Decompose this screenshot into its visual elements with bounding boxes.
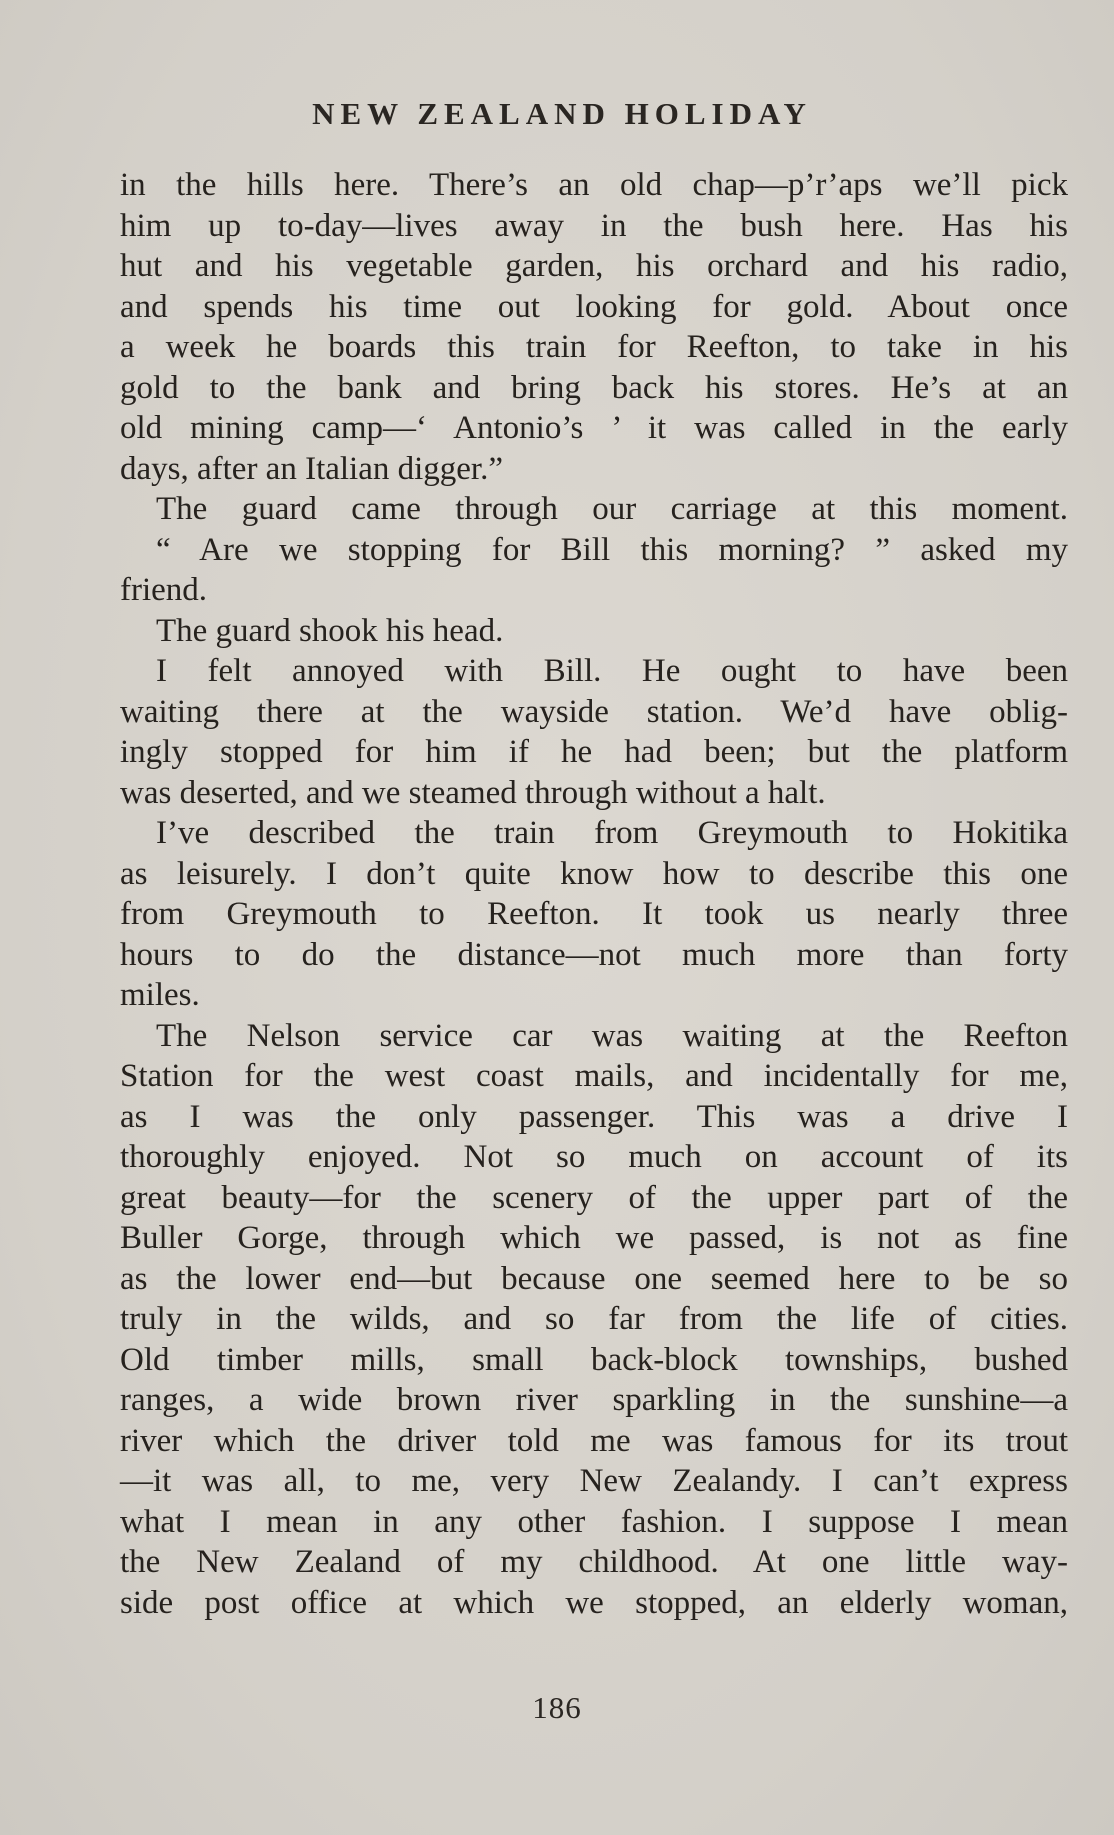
text-line: a week he boards this train for Reefton, to take in his	[120, 329, 1068, 365]
text-line: Station for the west coast mails, and incidentally for me,	[120, 1058, 1068, 1094]
text-line: Old timber mills, small back-block townships, bushed	[120, 1341, 1068, 1378]
text-line: gold to the bank and bring back his stores. He’s at an	[120, 369, 1068, 406]
text-line: I’ve described the train from Greymouth to Hokitika	[156, 815, 1068, 851]
text-line: side post office at which we stopped, an elderly woman,	[120, 1584, 1068, 1621]
text-line: as I was the only passenger. This was a drive I	[120, 1098, 1068, 1135]
text-line: the New Zealand of my childhood. At one little way-	[120, 1544, 1068, 1580]
text-line: ranges, a wide brown river sparkling in the sunshine—a	[120, 1382, 1068, 1418]
text-line: river which the driver told me was famous for its trout	[120, 1422, 1068, 1459]
text-line: hours to do the distance—not much more than forty	[120, 936, 1068, 973]
text-line: thoroughly enjoyed. Not so much on account of its	[120, 1139, 1068, 1175]
text-line: great beauty—for the scenery of the upper part of the	[120, 1179, 1068, 1216]
text-line: old mining camp—‘ Antonio’s ’ it was called in the early	[120, 410, 1068, 446]
text-line: truly in the wilds, and so far from the life of cities.	[120, 1301, 1068, 1337]
text-line: hut and his vegetable garden, his orchard and his radio,	[120, 248, 1068, 284]
text-line: —it was all, to me, very New Zealandy. I can’t express	[120, 1463, 1068, 1499]
text-line: The guard shook his head.	[156, 612, 504, 649]
text-line: was deserted, and we steamed through without a halt.	[120, 774, 826, 811]
text-line: The Nelson service car was waiting at the Reefton	[156, 1017, 1068, 1054]
text-line: friend.	[120, 572, 208, 608]
text-line: The guard came through our carriage at this moment.	[156, 491, 1068, 527]
text-line: in the hills here. There’s an old chap—p’r’aps we’ll pick	[120, 167, 1068, 203]
text-line: and spends his time out looking for gold. About once	[120, 288, 1068, 325]
text-line: as the lower end—but because one seemed here to be so	[120, 1260, 1068, 1297]
text-line: ingly stopped for him if he had been; but the platform	[120, 734, 1068, 770]
text-line: as leisurely. I don’t quite know how to describe this one	[120, 855, 1068, 892]
text-line: what I mean in any other fashion. I suppose I mean	[120, 1503, 1068, 1540]
page-number: 186	[532, 1690, 582, 1725]
text-line: days, after an Italian digger.”	[120, 450, 503, 487]
text-line: “ Are we stopping for Bill this morning? ” asked my	[156, 531, 1068, 568]
text-line: I felt annoyed with Bill. He ought to have been	[156, 653, 1068, 689]
text-line: miles.	[120, 977, 200, 1013]
text-line: waiting there at the wayside station. We’d have oblig-	[120, 693, 1068, 730]
text-line: Buller Gorge, through which we passed, is not as fine	[120, 1220, 1068, 1256]
text-line: him up to-day—lives away in the bush here. Has his	[120, 207, 1068, 244]
text-line: from Greymouth to Reefton. It took us nearly three	[120, 896, 1068, 932]
body-text	[120, 165, 1068, 1623]
running-head: NEW ZEALAND HOLIDAY	[312, 96, 812, 131]
